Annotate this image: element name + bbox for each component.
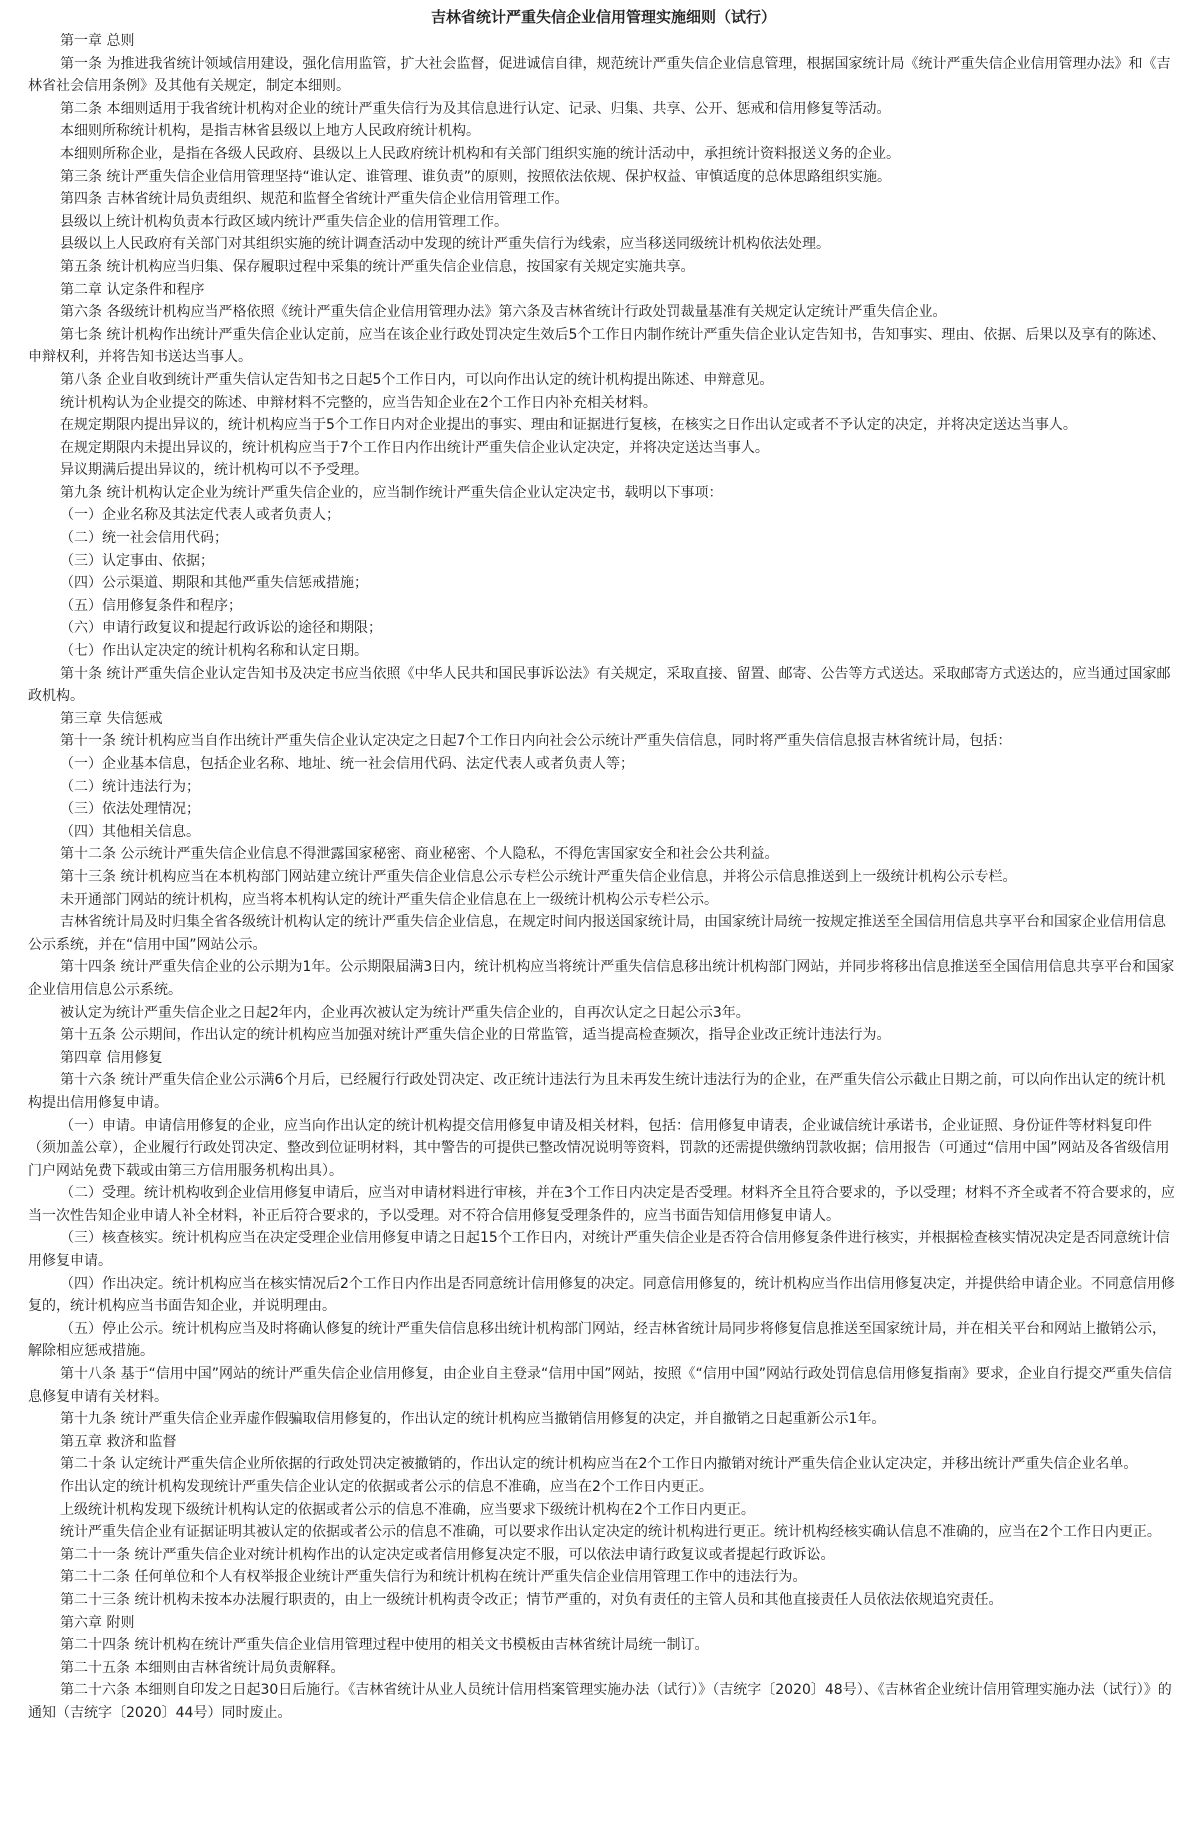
document-paragraph: （二）统计违法行为； [60, 778, 200, 795]
document-paragraph: （三）认定事由、依据； [60, 552, 214, 569]
document-paragraph: （七）作出认定决定的统计机构名称和认定日期。 [60, 643, 368, 660]
document-paragraph: （三）核查核实。统计机构应当在决定受理企业信用修复申请之日起15个工作日内，对统计严重失信企业是否符合信用修复条件进行核实，并根据检查核实情况决定是否同意统计信用修复申请。 [28, 1230, 1170, 1270]
document-paragraph: 第十条 统计严重失信企业认定告知书及决定书应当依照《中华人民共和国民事诉讼法》有关规定，采取直接、留置、邮寄、公告等方式送达。采取邮寄方式送达的，应当通过国家邮政机构。 [28, 665, 1171, 705]
document-paragraph: （一）申请。申请信用修复的企业，应当向作出认定的统计机构提交信用修复申请及相关材料，包括：信用修复申请表，企业诚信统计承诺书，企业证照、身份证件等材料复印件（须加盖公章），企业履行行政处罚决定、整改到位证明材料，其中警告的可提供已整改情况说明等资料，罚款的还需提供缴纳罚款收据；信用报告（可通过“信用中国”网站及各省级信用门户网站免费下载或由第三方信用服务机构出具）。 [28, 1117, 1170, 1179]
document-paragraph: 第二十四条 统计机构在统计严重失信企业信用管理过程中使用的相关文书模板由吉林省统计局统一制订。 [60, 1637, 709, 1654]
document-paragraph: 统计机构认为企业提交的陈述、申辩材料不完整的，应当告知企业在2个工作日内补充相关材料。 [60, 394, 657, 411]
document-paragraph: 第一条 为推进我省统计领域信用建设，强化信用监管，扩大社会监督，促进诚信自律，规范统计严重失信企业信息管理，根据国家统计局《统计严重失信企业信用管理办法》和《吉林省社会信用条例》及其他有关规定，制定本细则。 [28, 55, 1171, 95]
document-paragraph: 在规定期限内未提出异议的，统计机构应当于7个工作日内作出统计严重失信企业认定决定，并将决定送达当事人。 [60, 439, 769, 456]
document-paragraph: 作出认定的统计机构发现统计严重失信企业认定的依据或者公示的信息不准确，应当在2个工作日内更正。 [60, 1479, 713, 1495]
document-paragraph: （六）申请行政复议和提起行政诉讼的途径和期限； [60, 620, 382, 637]
document-paragraph: 上级统计机构发现下级统计机构认定的依据或者公示的信息不准确，应当要求下级统计机构在2个工作日内更正。 [60, 1501, 755, 1518]
document-paragraph: 第一章 总则 [60, 33, 135, 49]
document-paragraph: （二）受理。统计机构收到企业信用修复申请后，应当对申请材料进行审核，并在3个工作日内决定是否受理。材料齐全且符合要求的，予以受理；材料不齐全或者不符合要求的，应当一次性告知企业申请人补全材料，补正后符合要求的，予以受理。对不符合信用修复受理条件的，应当书面告知信用修复申请人。 [28, 1185, 1175, 1224]
document-paragraph: 县级以上人民政府有关部门对其组织实施的统计调查活动中发现的统计严重失信行为线索，应当移送同级统计机构依法处理。 [60, 236, 830, 253]
document-paragraph: （四）公示渠道、期限和其他严重失信惩戒措施； [60, 575, 368, 592]
document-paragraph: 在规定期限内提出异议的，统计机构应当于5个工作日内对企业提出的事实、理由和证据进行复核，在核实之日作出认定或者不予认定的决定，并将决定送达当事人。 [60, 417, 1077, 434]
document-paragraph: 第二章 认定条件和程序 [60, 281, 205, 298]
document-body [28, 30, 1179, 1725]
document-paragraph: 第三章 失信惩戒 [60, 710, 163, 727]
document-paragraph: （五）停止公示。统计机构应当及时将确认修复的统计严重失信信息移出统计机构部门网站，经吉林省统计局同步将修复信息推送至国家统计局，并在相关平台和网站上撤销公示，解除相应惩戒措施。 [28, 1320, 1166, 1360]
document-paragraph: 第二十一条 统计严重失信企业对统计机构作出的认定决定或者信用修复决定不服，可以依法申请行政复议或者提起行政诉讼。 [60, 1546, 835, 1563]
document-paragraph: （五）信用修复条件和程序； [60, 597, 242, 614]
document-title: 吉林省统计严重失信企业信用管理实施细则（试行） [430, 8, 776, 26]
document-paragraph: 吉林省统计局及时归集全省各级统计机构认定的统计严重失信企业信息，在规定时间内报送国家统计局，由国家统计局统一按规定推送至全国信用信息共享平台和国家企业信用信息公示系统，并在“信用中国”网站公示。 [28, 914, 1166, 953]
document-paragraph: 第三条 统计严重失信企业信用管理坚持“谁认定、谁管理、谁负责”的原则，按照依法依规、保护权益、审慎适度的总体思路组织实施。 [60, 168, 891, 185]
document-paragraph: （三）依法处理情况； [60, 801, 200, 818]
document-paragraph: 第十五条 公示期间，作出认定的统计机构应当加强对统计严重失信企业的日常监管，适当提高检查频次，指导企业改正统计违法行为。 [60, 1027, 891, 1044]
document-paragraph: 第七条 统计机构作出统计严重失信企业认定前，应当在该企业行政处罚决定生效后5个工作日内制作统计严重失信企业认定告知书，告知事实、理由、依据、后果以及享有的陈述、申辩权利，并将告知书送达当事人。 [28, 326, 1166, 366]
document-paragraph: 第九条 统计机构认定企业为统计严重失信企业的，应当制作统计严重失信企业认定决定书，载明以下事项： [60, 484, 723, 501]
document-paragraph: 第十一条 统计机构应当自作出统计严重失信企业认定决定之日起7个工作日内向社会公示统计严重失信信息，同时将严重失信信息报吉林省统计局，包括： [60, 733, 1012, 750]
document-paragraph: 第六章 附则 [60, 1614, 135, 1631]
document-paragraph: 第十六条 统计严重失信企业公示满6个月后，已经履行行政处罚决定、改正统计违法行为且未再发生统计违法行为的企业，在严重失信公示截止日期之前，可以向作出认定的统计机构提出信用修复申请。 [28, 1072, 1166, 1111]
document-paragraph: 第四章 信用修复 [60, 1049, 163, 1066]
document-paragraph: 县级以上统计机构负责本行政区域内统计严重失信企业的信用管理工作。 [60, 213, 508, 230]
document-paragraph: 第二条 本细则适用于我省统计机构对企业的统计严重失信行为及其信息进行认定、记录、归集、共享、公开、惩戒和信用修复等活动。 [60, 100, 891, 117]
document-paragraph: 统计严重失信企业有证据证明其被认定的依据或者公示的信息不准确，可以要求作出认定决定的统计机构进行更正。统计机构经核实确认信息不准确的，应当在2个工作日内更正。 [60, 1524, 1161, 1541]
document-paragraph: 第二十二条 任何单位和个人有权举报企业统计严重失信行为和统计机构在统计严重失信企业信用管理工作中的违法行为。 [60, 1569, 807, 1586]
document-paragraph: 第十八条 基于“信用中国”网站的统计严重失信企业信用修复，由企业自主登录“信用中国”网站，按照《“信用中国”网站行政处罚信息信用修复指南》要求，企业自行提交严重失信信息修复申请有关材料。 [28, 1366, 1172, 1405]
document-paragraph: 异议期满后提出异议的，统计机构可以不予受理。 [60, 462, 368, 479]
document-paragraph: 第五章 救济和监督 [60, 1433, 177, 1450]
document-paragraph: 第二十六条 本细则自印发之日起30日后施行。《吉林省统计从业人员统计信用档案管理实施办法（试行）》（吉统字〔2020〕48号）、《吉林省企业统计信用管理实施办法（试行）》的通知（吉统字〔2020〕44号）同时废止。 [28, 1682, 1172, 1721]
document-paragraph: 第六条 各级统计机构应当严格依照《统计严重失信企业信用管理办法》第六条及吉林省统计行政处罚裁量基准有关规定认定统计严重失信企业。 [60, 304, 947, 321]
document-paragraph: 第二十五条 本细则由吉林省统计局负责解释。 [60, 1659, 345, 1676]
document-paragraph: （一）企业基本信息，包括企业名称、地址、统一社会信用代码、法定代表人或者负责人等； [60, 756, 634, 772]
document-paragraph: 本细则所称企业，是指在各级人民政府、县级以上人民政府统计机构和有关部门组织实施的统计活动中，承担统计资料报送义务的企业。 [60, 145, 900, 162]
document-paragraph: 第十九条 统计严重失信企业弄虚作假骗取信用修复的，作出认定的统计机构应当撤销信用修复的决定，并自撤销之日起重新公示1年。 [60, 1411, 886, 1428]
document-paragraph: 未开通部门网站的统计机构，应当将本机构认定的统计严重失信企业信息在上一级统计机构公示专栏公示。 [60, 891, 718, 908]
document-paragraph: 第十二条 公示统计严重失信企业信息不得泄露国家秘密、商业秘密、个人隐私，不得危害国家安全和社会公共利益。 [60, 846, 779, 863]
document-paragraph: 第二十条 认定统计严重失信企业所依据的行政处罚决定被撤销的，作出认定的统计机构应当在2个工作日内撤销对统计严重失信企业认定决定，并移出统计严重失信企业名单。 [60, 1456, 1138, 1473]
document-paragraph: （一）企业名称及其法定代表人或者负责人； [60, 507, 340, 524]
document-paragraph: 第五条 统计机构应当归集、保存履职过程中采集的统计严重失信企业信息，按国家有关规定实施共享。 [60, 258, 695, 275]
document-paragraph: （四）作出决定。统计机构应当在核实情况后2个工作日内作出是否同意统计信用修复的决定。同意信用修复的，统计机构应当作出信用修复决定，并提供给申请企业。不同意信用修复的，统计机构应当书面告知企业，并说明理由。 [28, 1275, 1175, 1315]
document-paragraph: 第四条 吉林省统计局负责组织、规范和监督全省统计严重失信企业信用管理工作。 [60, 191, 569, 208]
document-paragraph: 第八条 企业自收到统计严重失信认定告知书之日起5个工作日内，可以向作出认定的统计机构提出陈述、申辩意见。 [60, 371, 774, 388]
document-paragraph: 第二十三条 统计机构未按本办法履行职责的，由上一级统计机构责令改正；情节严重的，对负有责任的主管人员和其他直接责任人员依法依规追究责任。 [60, 1591, 1003, 1608]
document-paragraph: 第十四条 统计严重失信企业的公示期为1年。公示期限届满3日内，统计机构应当将统计严重失信信息移出统计机构部门网站，并同步将移出信息推送至全国信用信息共享平台和国家企业信用信息公示系统。 [28, 959, 1175, 998]
document-paragraph: 本细则所称统计机构，是指吉林省县级以上地方人民政府统计机构。 [60, 123, 480, 140]
document-paragraph: 第十三条 统计机构应当在本机构部门网站建立统计严重失信企业信息公示专栏公示统计严重失信企业信息，并将公示信息推送到上一级统计机构公示专栏。 [60, 868, 1017, 885]
document-paragraph: 被认定为统计严重失信企业之日起2年内，企业再次被认定为统计严重失信企业的，自再次认定之日起公示3年。 [60, 1004, 750, 1021]
document-paragraph: （二）统一社会信用代码； [60, 530, 228, 547]
document-paragraph: （四）其他相关信息。 [60, 823, 200, 840]
